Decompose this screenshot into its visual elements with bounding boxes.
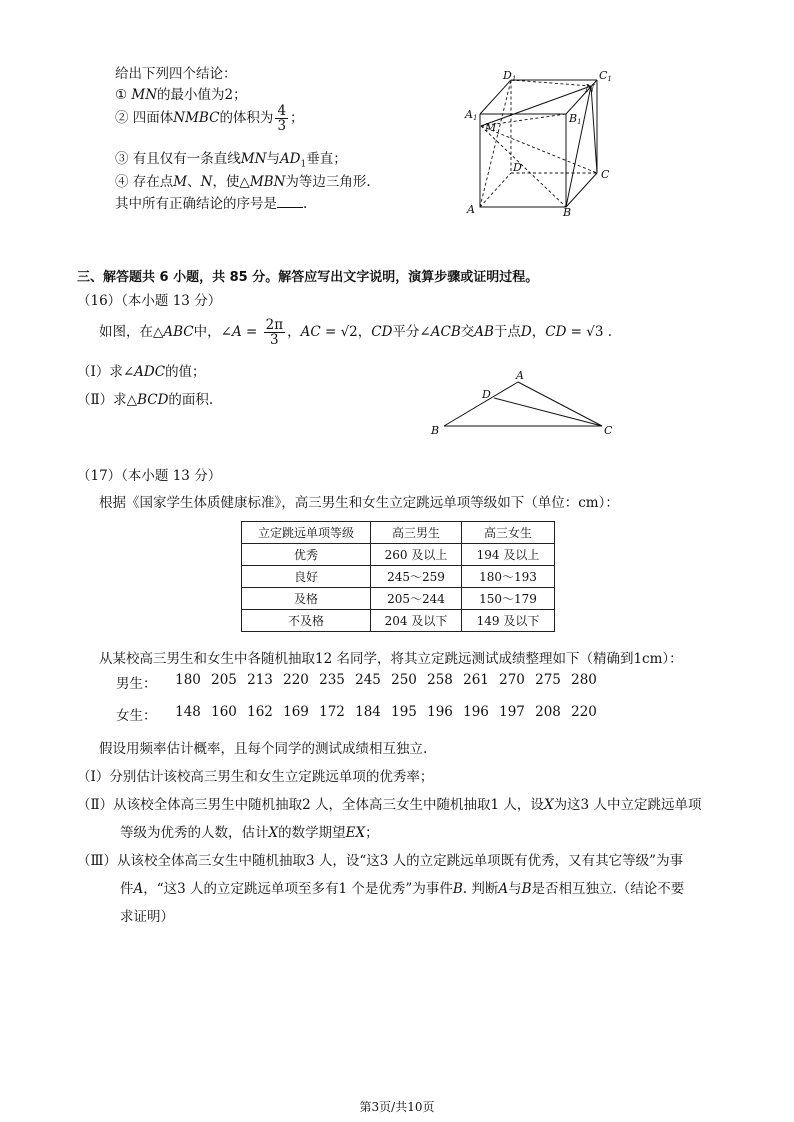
tri-label-d: D — [482, 388, 491, 401]
seg-mb-hidden — [481, 126, 566, 207]
table-cell: 149 及以下 — [462, 610, 555, 632]
ask-text: 其中所有正确结论的序号是 — [115, 196, 277, 212]
q17-p3b-mid2: . 判断 — [462, 881, 499, 897]
table-cell: 不及格 — [242, 610, 371, 632]
label-a: A — [467, 203, 475, 216]
score-value: 148 — [175, 704, 201, 720]
q16-part1 — [77, 360, 206, 380]
q16-p2-pre: （Ⅱ）求△ — [77, 392, 138, 408]
c3-var: MN — [240, 151, 267, 167]
q17-p2b-pre: 等级为优秀的人数，估计 — [120, 825, 269, 841]
q16-s9: ， — [531, 324, 546, 341]
table-row — [242, 610, 555, 632]
c4-sep: 、 — [187, 174, 201, 190]
q17-sample-text: 从某校高三男生和女生中各随机抽取12 名同学，将其立定跳远测试成绩整理如下（精确到1cm）： — [99, 651, 683, 667]
q17-p2b-post: ； — [365, 825, 379, 841]
q17-p2a-pre: （Ⅱ）从该校全体高三男生中随机抽取2 人，全体高三女生中随机抽取1 人，设 — [77, 797, 544, 813]
label-c: C — [601, 168, 610, 181]
q17-p2b-mid: 的数学期望 — [278, 825, 346, 841]
q17-part3-line1: （Ⅲ）从该校全体高三女生中随机抽取3 人，设“这3 人的立定跳远单项既有优秀，又有其它等级”为事 — [77, 853, 684, 869]
score-value: 220 — [283, 672, 309, 688]
c3-post: 垂直； — [306, 151, 347, 167]
c3-var2: AD — [279, 151, 301, 167]
c3-num: ③ — [115, 151, 129, 167]
table-row — [242, 588, 555, 610]
table-row — [242, 566, 555, 588]
c4-text: 存在点 — [132, 174, 174, 190]
table-cell: 优秀 — [242, 544, 371, 566]
q17-p3b-post: 是否相互独立.（结论不要 — [531, 881, 685, 897]
q16-s5: = √2， — [320, 324, 372, 341]
conclusion-3 — [115, 147, 347, 170]
conclusion-1 — [115, 83, 247, 103]
label-n: N — [585, 82, 595, 95]
score-value: 205 — [211, 672, 237, 688]
tri-label-b: B — [431, 424, 440, 437]
score-value: 196 — [463, 704, 489, 720]
score-value: 258 — [427, 672, 453, 688]
cube-figure — [455, 62, 625, 222]
q16-s3: = — [241, 324, 262, 341]
score-value: 196 — [427, 704, 453, 720]
c1-text: 的最小值为2； — [157, 87, 247, 103]
score-value: 208 — [535, 704, 561, 720]
table-cell: 及格 — [242, 588, 371, 610]
label-m: M — [485, 121, 497, 134]
c4-num: ④ — [115, 174, 129, 190]
q17-p2a-x: X — [543, 797, 554, 813]
table-cell: 良好 — [242, 566, 371, 588]
score-value: 213 — [247, 672, 273, 688]
c2-fraction — [275, 104, 288, 133]
c2-num: ② — [115, 110, 129, 127]
q16-p1-var: ADC — [134, 364, 166, 380]
q16-p1-pre: （Ⅰ）求∠ — [77, 364, 135, 380]
table-cell: 180～193 — [462, 566, 555, 588]
score-value: 220 — [571, 704, 597, 720]
seg-dc — [494, 398, 602, 426]
table-cell: 204 及以下 — [371, 610, 462, 632]
seg-mc-hidden — [481, 126, 597, 173]
score-value: 195 — [391, 704, 417, 720]
q16-frac-num: 2π — [265, 317, 284, 333]
q17-p2a-post: 为这3 人中立定跳远单项 — [553, 797, 702, 813]
c2-post: ； — [290, 110, 304, 127]
table-row — [242, 544, 555, 566]
score-value: 169 — [283, 704, 309, 720]
c2-var: NMBC — [173, 110, 220, 127]
table-cell: 194 及以上 — [462, 544, 555, 566]
q16-s7: 交 — [460, 324, 475, 341]
q17-p3b-b: B — [452, 881, 463, 897]
q17-p3b-pre: 件 — [120, 881, 134, 897]
label-d: D — [513, 161, 522, 174]
edge-ad1-hidden — [480, 80, 511, 207]
q16-d: D — [520, 324, 532, 341]
table-cell: 150～179 — [462, 588, 555, 610]
c2-text: 四面体 — [132, 110, 174, 127]
q16-abc: ABC — [163, 324, 194, 341]
score-value: 250 — [391, 672, 417, 688]
edge-ad-hidden — [480, 173, 511, 207]
q16-stem — [99, 318, 612, 347]
q16-p2-var: BCD — [137, 392, 169, 408]
grade-table — [241, 521, 555, 632]
conclusion-2 — [115, 104, 304, 133]
seg-d1n-hidden — [511, 80, 591, 86]
table-header: 立定跳远单项等级 — [242, 522, 371, 544]
section-heading: 三、解答题共 6 小题，共 85 分。解答应写出文字说明，演算步骤或证明过程。 — [77, 270, 539, 285]
c1-num: ① — [115, 87, 128, 103]
q17-part3-line3: 求证明） — [120, 909, 174, 925]
table-header: 高三男生 — [371, 522, 462, 544]
q17-p3b-mid: ，“这3 人的立定跳远单项至多有1 个是优秀”为事件 — [143, 881, 453, 897]
q16-a: A — [231, 324, 242, 341]
table-cell: 245～259 — [371, 566, 462, 588]
score-value: 245 — [355, 672, 381, 688]
c3-text: 有且仅有一条直线 — [132, 151, 241, 167]
q16-frac-den: 3 — [270, 332, 279, 349]
q17-p2b-ex: EX — [345, 825, 366, 841]
q16-header: （16）（本小题 13 分） — [77, 293, 222, 309]
c4-mid: ，使△ — [212, 174, 250, 190]
score-value: 261 — [463, 672, 489, 688]
c3-mid: 与 — [266, 151, 280, 167]
c2-mid: 的体积为 — [219, 110, 274, 127]
q17-p3b-b2: B — [521, 881, 532, 897]
tri-label-a: A — [516, 369, 524, 382]
q17-part1: （Ⅰ）分别估计该校高三男生和女生立定跳远单项的优秀率； — [77, 769, 434, 785]
boys-scores — [0, 672, 794, 692]
q17-part3-line2 — [120, 877, 684, 897]
c4-post: 为等边三角形. — [285, 174, 371, 190]
tri-label-c: C — [604, 424, 613, 437]
c2-frac-num: 4 — [277, 103, 287, 119]
c4-m: M — [173, 174, 188, 190]
girls-label: 女生： — [116, 708, 157, 724]
boys-label: 男生： — [116, 676, 157, 692]
table-cell: 205～244 — [371, 588, 462, 610]
c3-sub: 1 — [300, 159, 307, 170]
score-value: 162 — [247, 704, 273, 720]
q16-s8: 于点 — [493, 324, 521, 341]
q17-intro: 根据《国家学生体质健康标准》，高三男生和女生立定跳远单项等级如下（单位：cm）： — [99, 495, 619, 511]
q17-part2-line1 — [77, 793, 701, 813]
q16-cd: CD — [371, 324, 393, 341]
answer-blank[interactable] — [277, 195, 303, 208]
q17-p3b-and: 与 — [508, 881, 522, 897]
q17-assumption: 假设用频率估计概率，且每个同学的测试成绩相互独立. — [99, 741, 428, 757]
score-value: 180 — [175, 672, 201, 688]
q16-fraction — [264, 318, 285, 347]
label-b: B — [563, 206, 572, 219]
side-ba — [444, 382, 518, 426]
q16-s6: 平分∠ — [392, 324, 431, 341]
label-c1: C1 — [599, 69, 612, 83]
side-ac — [518, 382, 602, 426]
conclusion-4 — [115, 170, 371, 190]
q17-p2b-x: X — [268, 825, 279, 841]
q16-s4: ， — [287, 324, 301, 341]
seg-nc — [591, 86, 597, 173]
score-value: 280 — [571, 672, 597, 688]
seg-nb — [566, 86, 591, 207]
score-value: 172 — [319, 704, 345, 720]
c1-var: MN — [131, 87, 158, 103]
q17-header: （17）（本小题 13 分） — [77, 468, 222, 484]
q17-p3b-a2: A — [498, 881, 509, 897]
edge-a1d1 — [480, 80, 511, 114]
conclusion-question — [115, 192, 307, 212]
table-header-row — [242, 522, 555, 544]
q16-s1: 如图，在△ — [99, 324, 164, 341]
triangle-figure — [425, 365, 620, 440]
edge-bc — [566, 173, 597, 207]
q16-ab: AB — [474, 324, 494, 341]
girls-scores — [0, 704, 794, 724]
label-a1: A1 — [465, 108, 478, 122]
score-value: 197 — [499, 704, 525, 720]
c4-var: MBN — [249, 174, 286, 190]
q16-s10: = √3 . — [566, 324, 613, 341]
q16-acb: ACB — [430, 324, 461, 341]
table-header: 高三女生 — [462, 522, 555, 544]
q16-s2: 中，∠ — [193, 324, 232, 341]
label-b1: B1 — [569, 112, 582, 126]
score-value: 184 — [355, 704, 381, 720]
q16-p2-post: 的面积. — [168, 392, 214, 408]
conclusions-intro: 给出下列四个结论： — [115, 66, 237, 82]
q17-p3b-a: A — [133, 881, 144, 897]
label-d1: D1 — [503, 69, 517, 83]
score-value: 160 — [211, 704, 237, 720]
c4-n: N — [200, 174, 213, 190]
q17-part2-line2 — [120, 821, 379, 841]
q16-cd2: CD — [545, 324, 567, 341]
score-value: 275 — [535, 672, 561, 688]
c2-frac-den: 3 — [277, 118, 287, 135]
page-footer: 第3页/共10页 — [359, 1100, 435, 1114]
q16-part2 — [77, 388, 213, 408]
ask-end: . — [303, 196, 308, 212]
q16-ac: AC — [300, 324, 321, 341]
score-value: 270 — [499, 672, 525, 688]
table-cell: 260 及以上 — [371, 544, 462, 566]
q16-p1-post: 的值； — [165, 364, 206, 380]
score-value: 235 — [319, 672, 345, 688]
